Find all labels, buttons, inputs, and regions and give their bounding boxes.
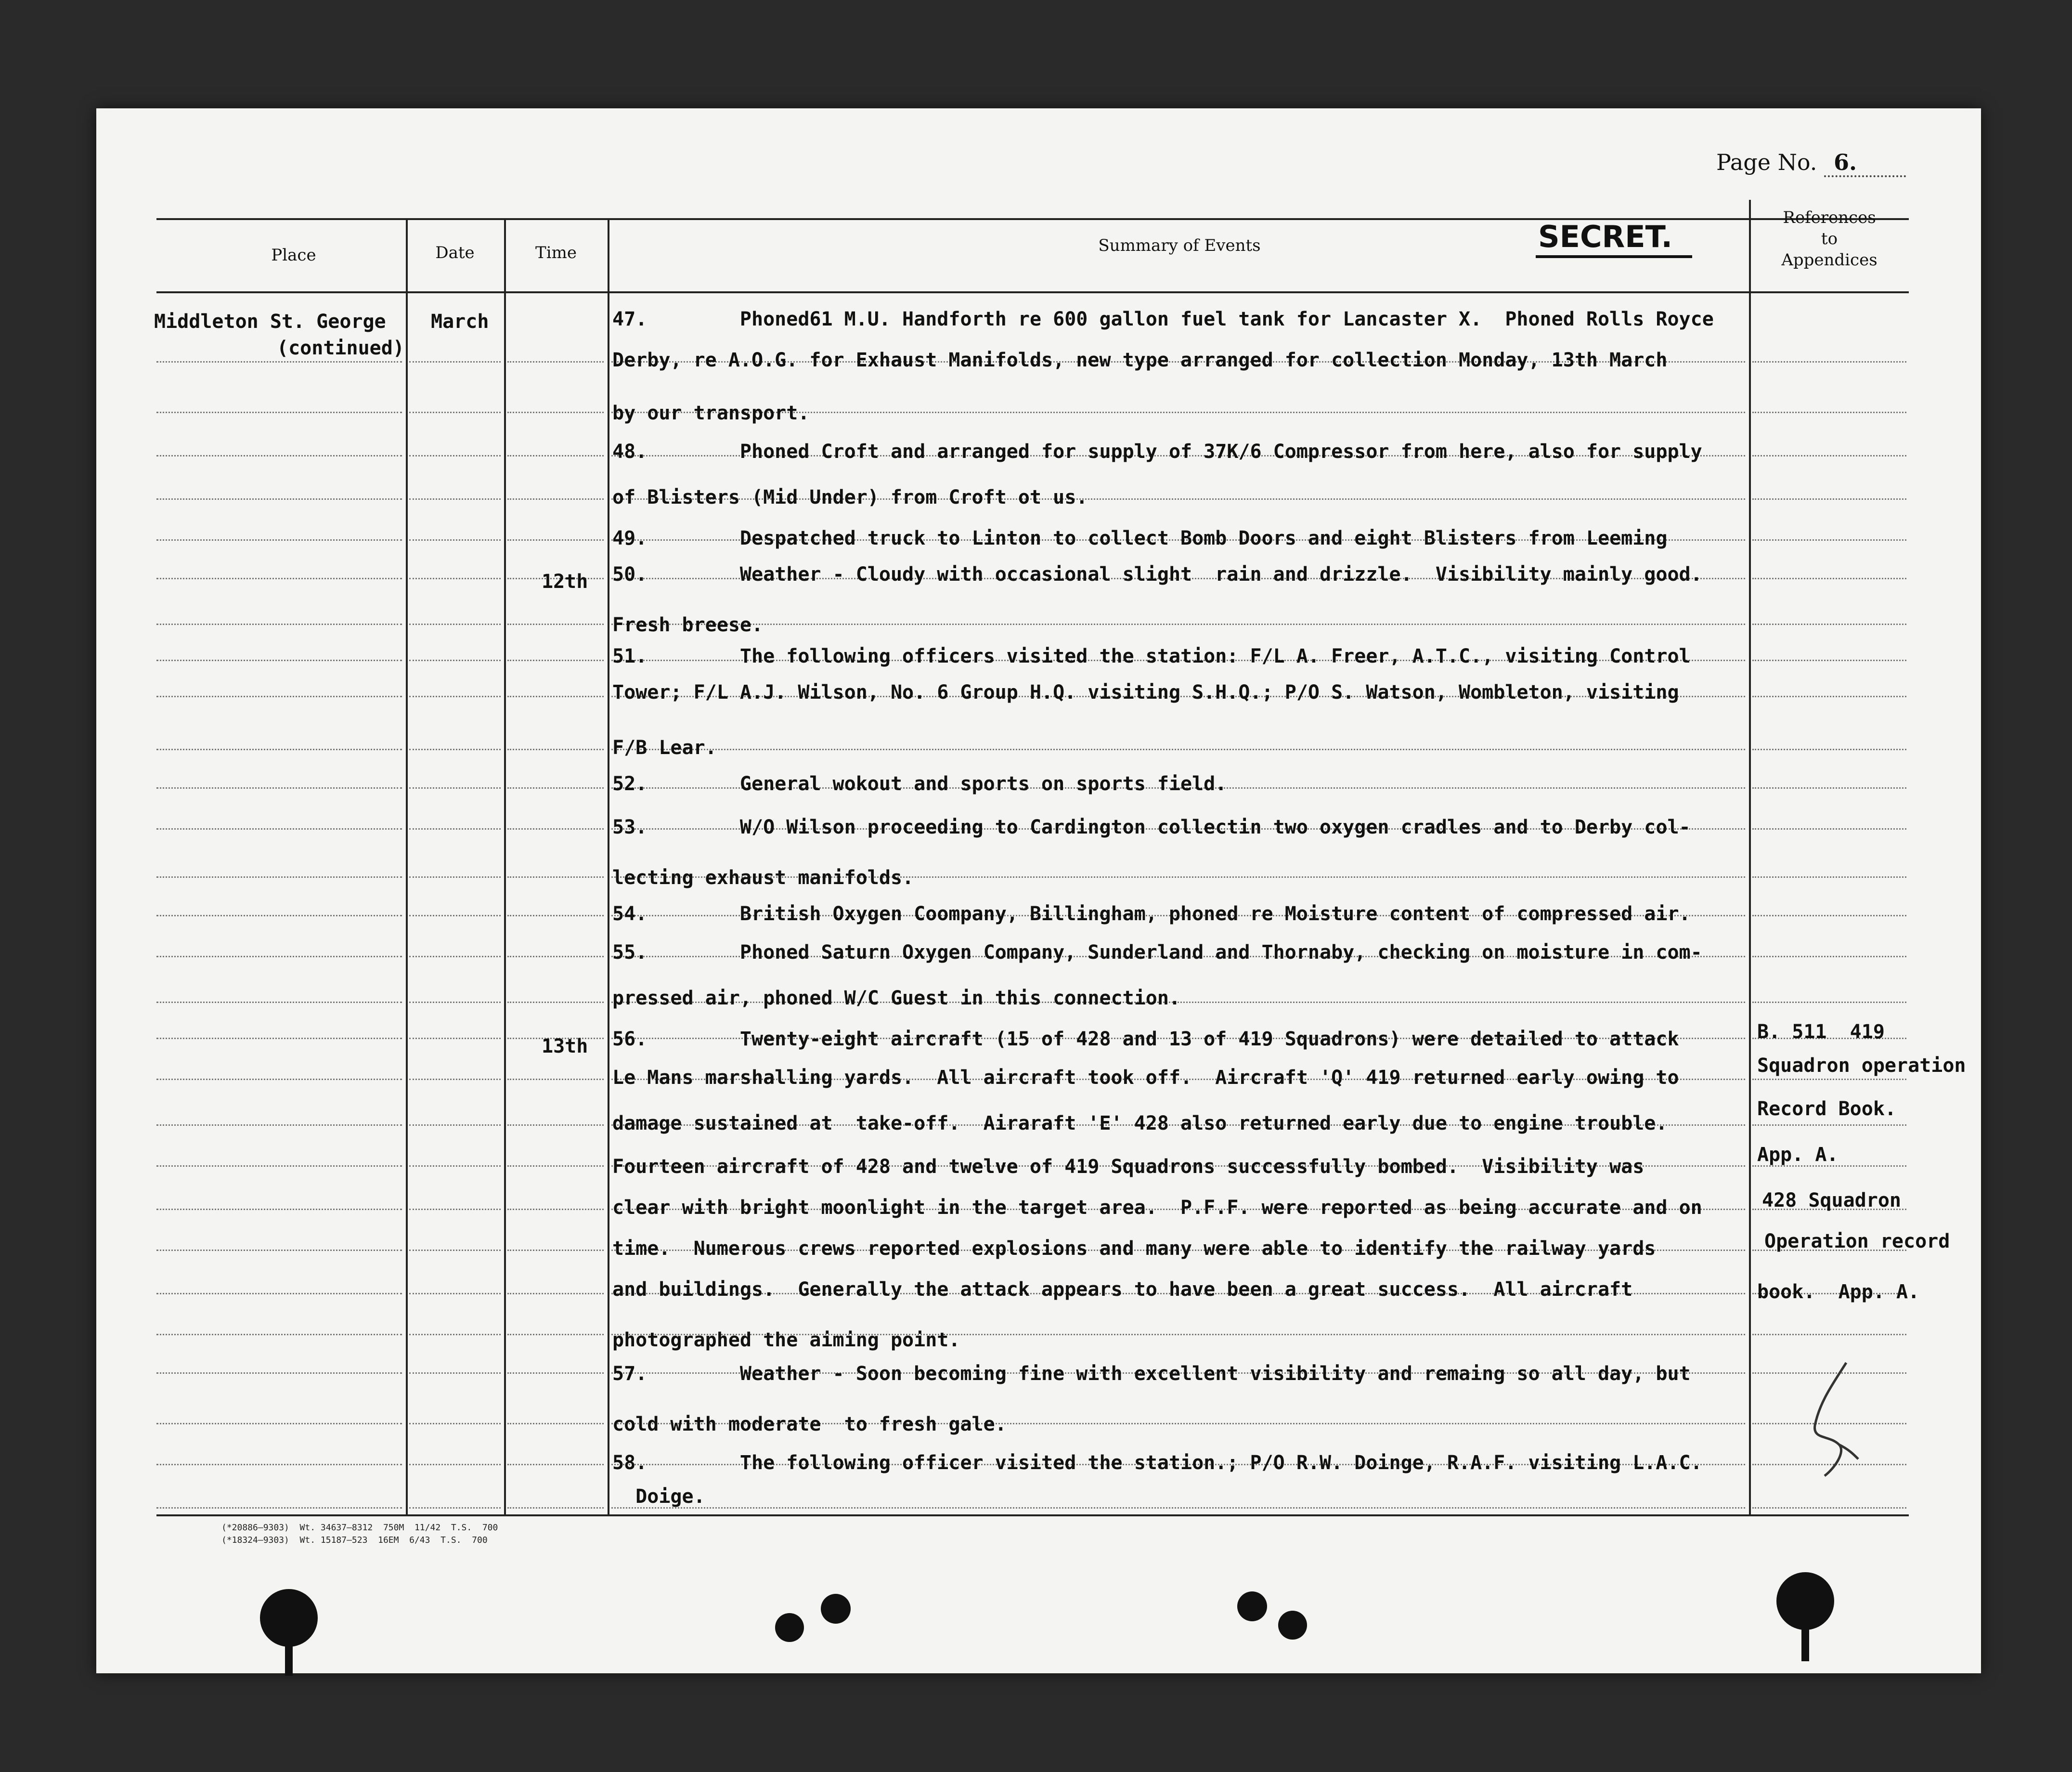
ruled-line [409, 1372, 501, 1374]
ruled-line [156, 1002, 402, 1003]
ruled-line [156, 956, 402, 957]
secret-underline [1536, 255, 1692, 258]
summary-line: 51. The following officers visited the station: F/L A. Freer, A.T.C., visiting Control [612, 645, 1691, 667]
ruled-line [409, 1507, 501, 1509]
summary-line: 55. Phoned Saturn Oxygen Company, Sunderland and Thornaby, checking on moisture in com- [612, 941, 1702, 964]
summary-line: by our transport. [612, 402, 810, 424]
summary-line: damage sustained at take-off. Airaraft 'E' 428 also returned early due to engine trouble. [612, 1112, 1668, 1134]
summary-line: 50. Weather - Cloudy with occasional slight rain and drizzle. Visibility mainly good. [612, 563, 1702, 586]
punch-hole [775, 1613, 804, 1642]
ruled-line [409, 1038, 501, 1039]
punch-hole [1237, 1591, 1267, 1621]
ruled-line [409, 624, 501, 625]
ruled-line [507, 361, 604, 363]
ruled-line [409, 539, 501, 541]
ruled-line [1752, 749, 1906, 750]
ruled-line [1752, 539, 1906, 541]
ruled-line [1752, 624, 1906, 625]
summary-line: photographed the aiming point. [612, 1329, 960, 1351]
summary-line: 54. British Oxygen Coompany, Billingham, phoned re Moisture content of compressed air. [612, 903, 1691, 925]
col-divider-date [504, 218, 506, 1516]
ruled-line [156, 1423, 402, 1424]
ruled-line [1752, 498, 1906, 500]
summary-line: Fourteen aircraft of 428 and twelve of 419 Squadrons successfully bombed. Visibility was [612, 1156, 1645, 1178]
summary-line: 57. Weather - Soon becoming fine with excellent visibility and remaing so all day, but [612, 1363, 1691, 1385]
summary-line: time. Numerous crews reported explosions and many were able to identify the railway yards [612, 1238, 1656, 1260]
ruled-line [507, 1165, 604, 1167]
ruled-line [507, 1293, 604, 1294]
ruled-line [156, 915, 402, 916]
summary-line: Le Mans marshalling yards. All aircraft took off. Aircraft 'Q' 419 returned early owing to [612, 1067, 1679, 1089]
reference-line: App. A. [1757, 1144, 1839, 1166]
ruled-line [156, 1124, 402, 1126]
ruled-line [156, 660, 402, 661]
ruled-line [507, 749, 604, 750]
ruled-line [156, 1165, 402, 1167]
reference-line: Squadron operation [1757, 1055, 1966, 1077]
ruled-line [156, 578, 402, 579]
ruled-line [1752, 578, 1906, 579]
ruled-line [409, 1293, 501, 1294]
ruled-line [1752, 455, 1906, 456]
summary-line: lecting exhaust manifolds. [612, 867, 914, 889]
header-time: Time [535, 243, 577, 262]
ruled-line [1752, 696, 1906, 697]
ruled-line [507, 1334, 604, 1335]
ruled-line [507, 455, 604, 456]
ruled-line [611, 1507, 1745, 1509]
ruled-line [409, 1165, 501, 1167]
header-summary: Summary of Events [1098, 236, 1261, 255]
summary-line: clear with bright moonlight in the target area. P.F.F. were reported as being accurate and on [612, 1197, 1702, 1219]
reference-line: Operation record [1764, 1230, 1950, 1252]
ruled-line [409, 915, 501, 916]
ruled-line [156, 749, 402, 750]
ruled-line [507, 660, 604, 661]
ruled-line [156, 1038, 402, 1039]
ruled-line [507, 1124, 604, 1126]
table-bottom-rule [156, 1514, 1909, 1516]
ruled-line [1752, 956, 1906, 957]
ruled-line [156, 876, 402, 878]
ruled-line [1752, 1002, 1906, 1003]
form-footer: (*20886—9303) Wt. 34637—8312 750M 11/42 T.S. 700 (*18324—9303) Wt. 15187—523 16EM 6/43 T.S. 700 [221, 1523, 498, 1545]
summary-line: Derby, re A.O.G. for Exhaust Manifolds, new type arranged for collection Monday, 13th March [612, 349, 1668, 371]
ruled-line [507, 1250, 604, 1251]
ruled-line [507, 915, 604, 916]
ruled-line [156, 1079, 402, 1080]
col-divider-place [406, 218, 408, 1516]
ruled-line [409, 876, 501, 878]
ruled-line [507, 956, 604, 957]
summary-line: pressed air, phoned W/C Guest in this connection. [612, 987, 1181, 1009]
ruled-line [507, 1507, 604, 1509]
ruled-line [507, 1209, 604, 1210]
ruled-line [409, 1124, 501, 1126]
ruled-line [409, 749, 501, 750]
place-continued: (continued) [277, 337, 404, 359]
time-13th: 13th [542, 1035, 588, 1057]
ruled-line [507, 1423, 604, 1424]
page-number: Page No. 6. [1716, 149, 1906, 177]
ruled-line [156, 498, 402, 500]
binder-hole-left [260, 1589, 318, 1647]
ruled-line [409, 1423, 501, 1424]
reference-line: book. App. A. [1757, 1281, 1920, 1303]
ruled-line [156, 828, 402, 830]
ruled-line [1752, 787, 1906, 789]
ruled-line [507, 539, 604, 541]
summary-line: 49. Despatched truck to Linton to collect Bomb Doors and eight Blisters from Leeming [612, 527, 1668, 549]
ruled-line [507, 1372, 604, 1374]
summary-line: F/B Lear. [612, 737, 717, 759]
ruled-line [507, 1002, 604, 1003]
ruled-line [156, 361, 402, 363]
summary-line: Fresh breese. [612, 614, 764, 636]
ruled-line [409, 787, 501, 789]
ruled-line [507, 1079, 604, 1080]
ruled-line [409, 660, 501, 661]
ruled-line [409, 696, 501, 697]
ruled-line [1752, 1334, 1906, 1335]
ruled-line [409, 1209, 501, 1210]
signature-mark [1800, 1358, 1868, 1483]
page-number-value: 6. [1824, 149, 1906, 177]
summary-line: 52. General wokout and sports on sports field. [612, 773, 1227, 795]
header-place: Place [271, 246, 316, 265]
ruled-line [409, 498, 501, 500]
ruled-line [507, 1464, 604, 1465]
ruled-line [1752, 1507, 1906, 1509]
ruled-line [611, 624, 1745, 625]
ruled-line [156, 696, 402, 697]
ruled-line [156, 1372, 402, 1374]
ruled-line [507, 624, 604, 625]
ruled-line [409, 828, 501, 830]
reference-line: 428 Squadron [1762, 1189, 1901, 1212]
punch-hole [821, 1594, 851, 1624]
summary-line: 58. The following officer visited the station.; P/O R.W. Doinge, R.A.F. visiting L.A.C. [612, 1452, 1702, 1474]
summary-line: of Blisters (Mid Under) from Croft ot us. [612, 486, 1088, 508]
ruled-line [156, 1507, 402, 1509]
ruled-line [409, 956, 501, 957]
ruled-line [1752, 876, 1906, 878]
ruled-line [507, 876, 604, 878]
ruled-line [1752, 1079, 1906, 1080]
secret-stamp: SECRET. [1538, 219, 1673, 254]
ruled-line [156, 1209, 402, 1210]
ruled-line [507, 412, 604, 413]
ruled-line [409, 1464, 501, 1465]
ruled-line [409, 1002, 501, 1003]
ruled-line [409, 1334, 501, 1335]
summary-line: cold with moderate to fresh gale. [612, 1413, 1007, 1435]
ruled-line [156, 787, 402, 789]
ruled-line [1752, 412, 1906, 413]
ruled-line [507, 787, 604, 789]
ruled-line [611, 749, 1745, 750]
ruled-line [156, 1334, 402, 1335]
ruled-line [409, 1250, 501, 1251]
summary-line: 56. Twenty-eight aircraft (15 of 428 and 13 of 419 Squadrons) were detailed to attack [612, 1028, 1679, 1050]
ruled-line [156, 1293, 402, 1294]
summary-line: 53. W/O Wilson proceeding to Cardington collectin two oxygen cradles and to Derby col- [612, 816, 1691, 838]
ruled-line [156, 624, 402, 625]
summary-line: Doige. [612, 1485, 705, 1508]
ruled-line [507, 828, 604, 830]
ruled-line [507, 498, 604, 500]
header-references: References to Appendices [1781, 208, 1878, 270]
time-12th: 12th [542, 571, 588, 593]
binder-slot-left [285, 1642, 293, 1676]
ruled-line [1752, 915, 1906, 916]
ruled-line [409, 412, 501, 413]
ruled-line [156, 1250, 402, 1251]
ruled-line [409, 1079, 501, 1080]
ruled-line [1752, 660, 1906, 661]
reference-line: Record Book. [1757, 1098, 1896, 1120]
reference-line: B. 511 419 [1757, 1021, 1885, 1043]
ruled-line [409, 578, 501, 579]
ruled-line [1752, 361, 1906, 363]
col-divider-summary [1749, 200, 1751, 1516]
ruled-line [156, 455, 402, 456]
summary-line: Tower; F/L A.J. Wilson, No. 6 Group H.Q. visiting S.H.Q.; P/O S. Watson, Wombleton, visiting [612, 681, 1679, 704]
summary-line: and buildings. Generally the attack appears to have been a great success. All aircraft [612, 1278, 1633, 1301]
binder-hole-right [1776, 1572, 1834, 1630]
col-divider-time [608, 218, 609, 1516]
binder-slot-right [1801, 1625, 1809, 1661]
ruled-line [156, 412, 402, 413]
date-cell: March [431, 311, 489, 333]
ruled-line [409, 361, 501, 363]
summary-line: 48. Phoned Croft and arranged for supply of 37K/6 Compressor from here, also for supply [612, 441, 1702, 463]
header-date: Date [435, 243, 475, 262]
ruled-line [1752, 828, 1906, 830]
ruled-line [507, 696, 604, 697]
ruled-line [409, 455, 501, 456]
ruled-line [156, 539, 402, 541]
summary-line: 47. Phoned61 M.U. Handforth re 600 gallon fuel tank for Lancaster X. Phoned Rolls Royce [612, 308, 1714, 330]
ruled-line [156, 1464, 402, 1465]
punch-hole [1278, 1611, 1307, 1640]
table-header-rule [156, 291, 1909, 293]
ruled-line [1752, 1124, 1906, 1126]
place-cell: Middleton St. George [154, 311, 386, 333]
